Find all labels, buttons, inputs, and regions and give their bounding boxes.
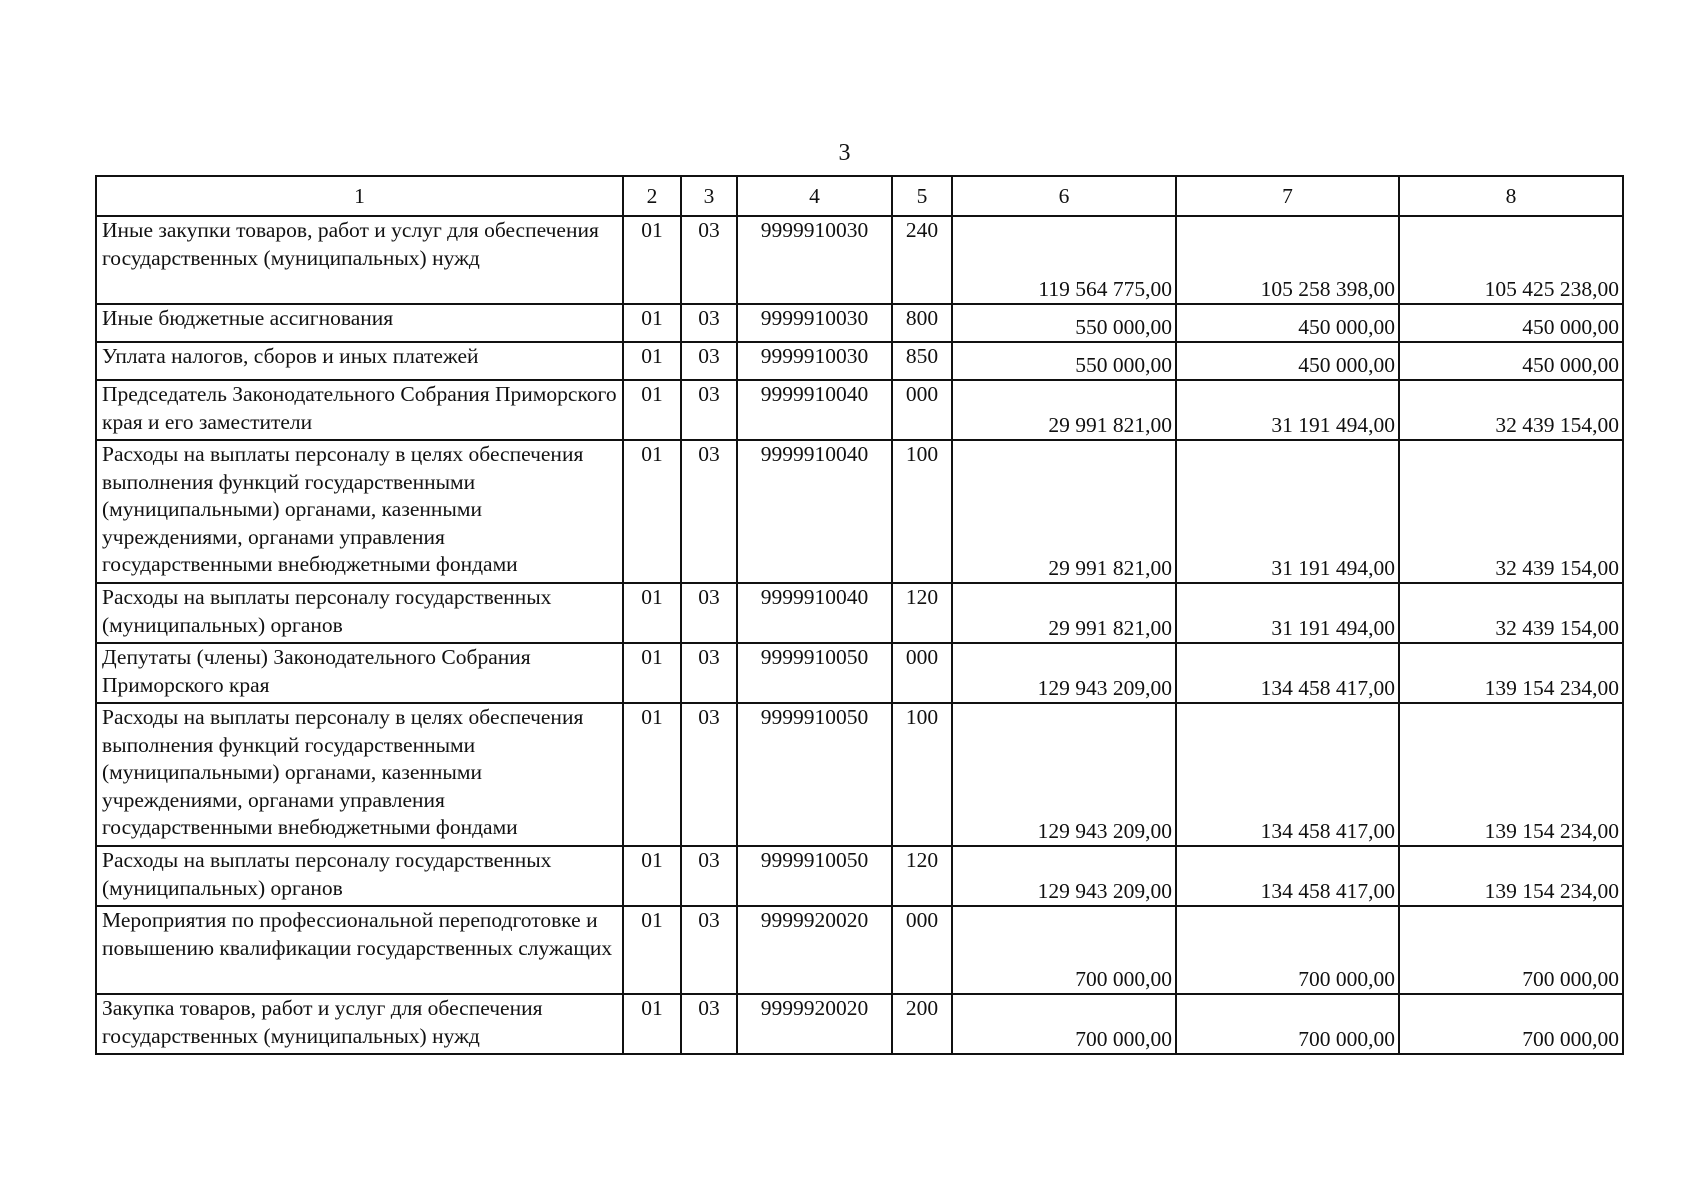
amount-cell: 700 000,00 <box>1399 906 1623 994</box>
section-code-cell: 01 <box>623 304 681 342</box>
amount-cell: 31 191 494,00 <box>1176 380 1399 440</box>
amount-cell: 700 000,00 <box>952 994 1176 1054</box>
expense-name-cell: Расходы на выплаты персоналу в целях обеспечения выполнения функций государственными (муниципальными) органами, казенными учреждениями, органами управления государственными внебюджетными фондами <box>96 703 623 846</box>
expense-type-cell: 850 <box>892 342 952 380</box>
amount-cell: 550 000,00 <box>952 342 1176 380</box>
amount-cell: 105 258 398,00 <box>1176 216 1399 304</box>
table-row <box>96 703 1623 846</box>
column-number-header-row <box>96 176 1623 216</box>
subsection-code-cell: 03 <box>681 342 737 380</box>
amount-cell: 129 943 209,00 <box>952 643 1176 703</box>
expense-type-cell: 000 <box>892 380 952 440</box>
expense-type-cell: 240 <box>892 216 952 304</box>
target-article-cell: 9999910030 <box>737 304 892 342</box>
table-row <box>96 304 1623 342</box>
expense-name-cell: Мероприятия по профессиональной переподготовке и повышению квалификации государственных служащих <box>96 906 623 994</box>
budget-table <box>95 175 1624 1055</box>
target-article-cell: 9999910040 <box>737 583 892 643</box>
amount-cell: 139 154 234,00 <box>1399 846 1623 906</box>
amount-cell: 129 943 209,00 <box>952 846 1176 906</box>
target-article-cell: 9999910030 <box>737 216 892 304</box>
amount-cell: 700 000,00 <box>1176 994 1399 1054</box>
subsection-code-cell: 03 <box>681 440 737 583</box>
section-code-cell: 01 <box>623 994 681 1054</box>
amount-cell: 450 000,00 <box>1399 342 1623 380</box>
expense-type-cell: 200 <box>892 994 952 1054</box>
column-header: 5 <box>892 176 952 216</box>
column-header: 8 <box>1399 176 1623 216</box>
section-code-cell: 01 <box>623 906 681 994</box>
expense-type-cell: 100 <box>892 703 952 846</box>
target-article-cell: 9999910050 <box>737 703 892 846</box>
expense-type-cell: 000 <box>892 906 952 994</box>
table-row <box>96 342 1623 380</box>
expense-name-cell: Уплата налогов, сборов и иных платежей <box>96 342 623 380</box>
expense-name-cell: Расходы на выплаты персоналу в целях обеспечения выполнения функций государственными (муниципальными) органами, казенными учреждениями, органами управления государственными внебюджетными фондами <box>96 440 623 583</box>
expense-type-cell: 800 <box>892 304 952 342</box>
target-article-cell: 9999910040 <box>737 380 892 440</box>
amount-cell: 32 439 154,00 <box>1399 583 1623 643</box>
subsection-code-cell: 03 <box>681 846 737 906</box>
amount-cell: 31 191 494,00 <box>1176 583 1399 643</box>
table-row <box>96 440 1623 583</box>
target-article-cell: 9999920020 <box>737 906 892 994</box>
column-header: 1 <box>96 176 623 216</box>
expense-type-cell: 120 <box>892 846 952 906</box>
expense-name-cell: Иные бюджетные ассигнования <box>96 304 623 342</box>
table-row <box>96 906 1623 994</box>
amount-cell: 29 991 821,00 <box>952 583 1176 643</box>
amount-cell: 29 991 821,00 <box>952 380 1176 440</box>
section-code-cell: 01 <box>623 342 681 380</box>
table-row <box>96 643 1623 703</box>
table-row <box>96 846 1623 906</box>
section-code-cell: 01 <box>623 846 681 906</box>
amount-cell: 119 564 775,00 <box>952 216 1176 304</box>
target-article-cell: 9999910030 <box>737 342 892 380</box>
page-number: 3 <box>838 140 851 166</box>
section-code-cell: 01 <box>623 380 681 440</box>
section-code-cell: 01 <box>623 703 681 846</box>
amount-cell: 32 439 154,00 <box>1399 380 1623 440</box>
amount-cell: 105 425 238,00 <box>1399 216 1623 304</box>
section-code-cell: 01 <box>623 440 681 583</box>
expense-name-cell: Расходы на выплаты персоналу государственных (муниципальных) органов <box>96 846 623 906</box>
expense-type-cell: 000 <box>892 643 952 703</box>
expense-name-cell: Расходы на выплаты персоналу государственных (муниципальных) органов <box>96 583 623 643</box>
target-article-cell: 9999910050 <box>737 846 892 906</box>
target-article-cell: 9999920020 <box>737 994 892 1054</box>
target-article-cell: 9999910050 <box>737 643 892 703</box>
table-row <box>96 380 1623 440</box>
section-code-cell: 01 <box>623 583 681 643</box>
amount-cell: 450 000,00 <box>1399 304 1623 342</box>
amount-cell: 700 000,00 <box>952 906 1176 994</box>
expense-name-cell: Председатель Законодательного Собрания Приморского края и его заместители <box>96 380 623 440</box>
column-header: 2 <box>623 176 681 216</box>
subsection-code-cell: 03 <box>681 304 737 342</box>
amount-cell: 134 458 417,00 <box>1176 703 1399 846</box>
amount-cell: 134 458 417,00 <box>1176 846 1399 906</box>
amount-cell: 31 191 494,00 <box>1176 440 1399 583</box>
column-header: 6 <box>952 176 1176 216</box>
expense-name-cell: Закупка товаров, работ и услуг для обеспечения государственных (муниципальных) нужд <box>96 994 623 1054</box>
amount-cell: 134 458 417,00 <box>1176 643 1399 703</box>
amount-cell: 700 000,00 <box>1176 906 1399 994</box>
amount-cell: 29 991 821,00 <box>952 440 1176 583</box>
expense-type-cell: 100 <box>892 440 952 583</box>
section-code-cell: 01 <box>623 216 681 304</box>
column-header: 3 <box>681 176 737 216</box>
amount-cell: 129 943 209,00 <box>952 703 1176 846</box>
amount-cell: 32 439 154,00 <box>1399 440 1623 583</box>
amount-cell: 450 000,00 <box>1176 304 1399 342</box>
section-code-cell: 01 <box>623 643 681 703</box>
subsection-code-cell: 03 <box>681 380 737 440</box>
amount-cell: 550 000,00 <box>952 304 1176 342</box>
expense-type-cell: 120 <box>892 583 952 643</box>
expense-name-cell: Иные закупки товаров, работ и услуг для обеспечения государственных (муниципальных) нужд <box>96 216 623 304</box>
amount-cell: 450 000,00 <box>1176 342 1399 380</box>
column-header: 4 <box>737 176 892 216</box>
subsection-code-cell: 03 <box>681 216 737 304</box>
subsection-code-cell: 03 <box>681 703 737 846</box>
subsection-code-cell: 03 <box>681 994 737 1054</box>
subsection-code-cell: 03 <box>681 643 737 703</box>
amount-cell: 700 000,00 <box>1399 994 1623 1054</box>
amount-cell: 139 154 234,00 <box>1399 703 1623 846</box>
subsection-code-cell: 03 <box>681 906 737 994</box>
amount-cell: 139 154 234,00 <box>1399 643 1623 703</box>
column-header: 7 <box>1176 176 1399 216</box>
target-article-cell: 9999910040 <box>737 440 892 583</box>
expense-name-cell: Депутаты (члены) Законодательного Собрания Приморского края <box>96 643 623 703</box>
table-row <box>96 994 1623 1054</box>
subsection-code-cell: 03 <box>681 583 737 643</box>
table-row <box>96 216 1623 304</box>
table-row <box>96 583 1623 643</box>
